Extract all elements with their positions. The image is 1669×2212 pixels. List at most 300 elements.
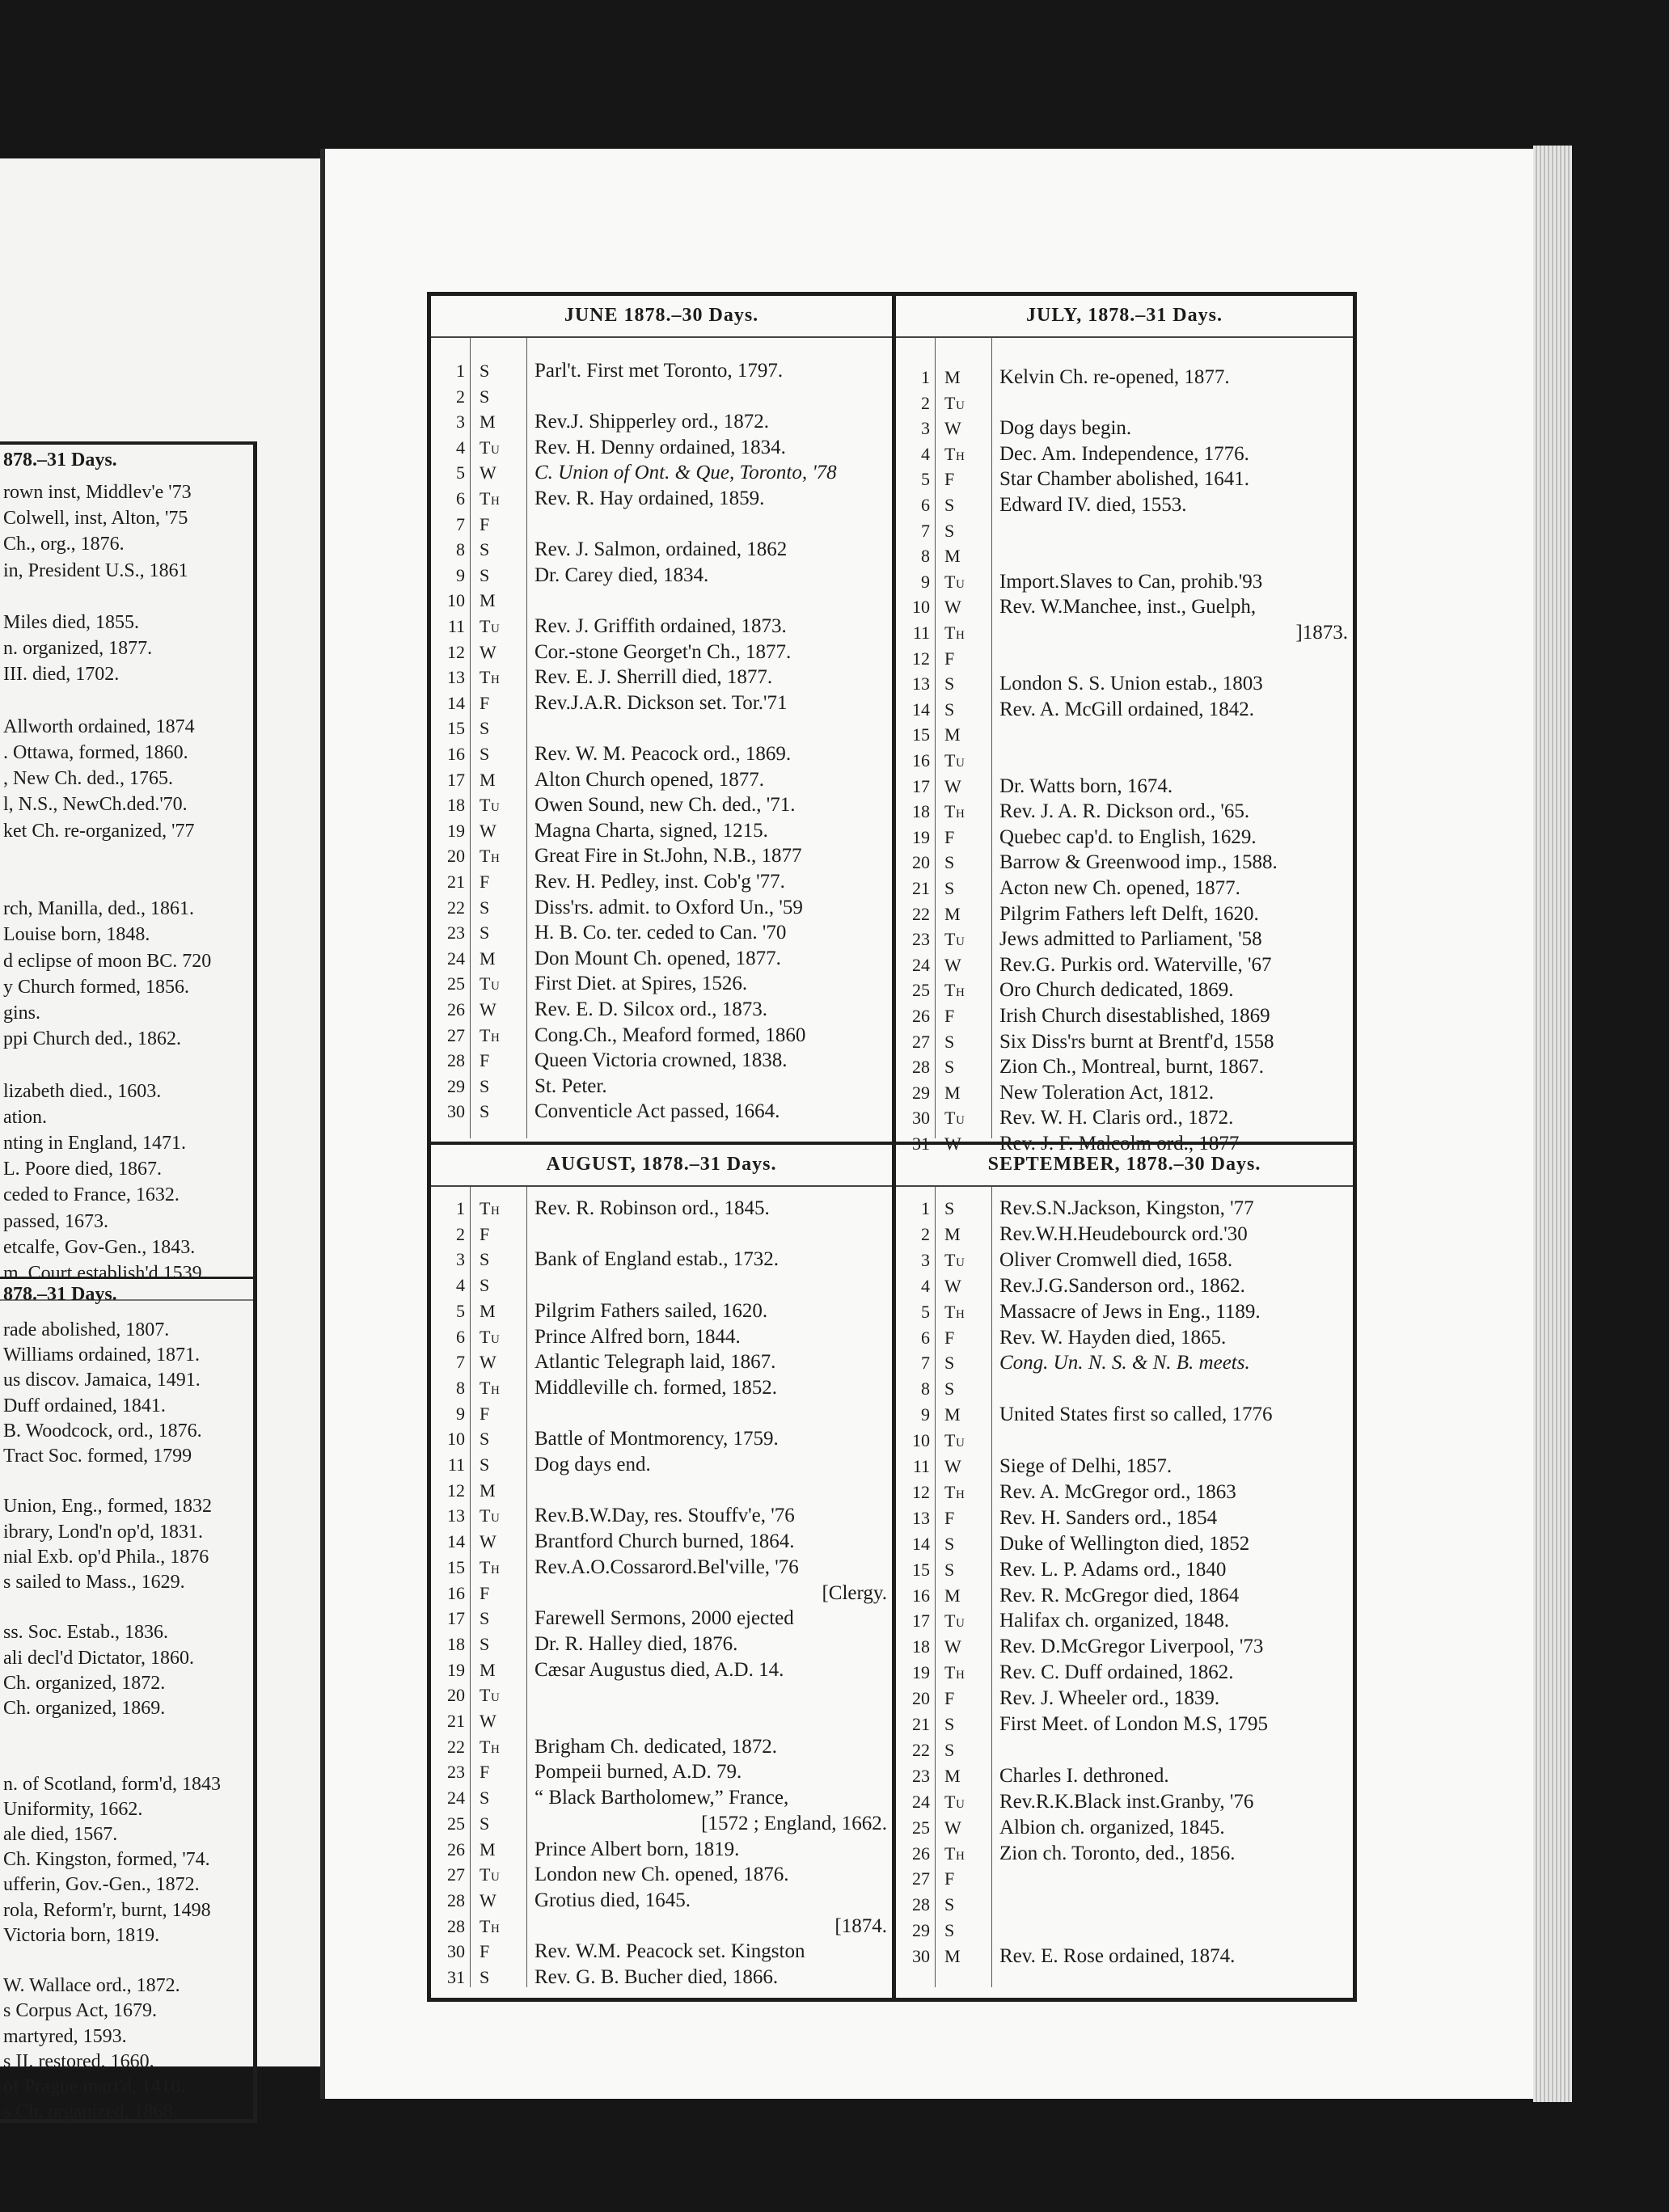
weekday: Th — [480, 1556, 501, 1577]
event-entry: Siege of Delhi, 1857. — [999, 1455, 1173, 1477]
day-number: 28 — [447, 1050, 465, 1071]
day-number: 21 — [447, 872, 465, 892]
weekday: W — [480, 1711, 497, 1731]
day-number: 31 — [912, 1133, 930, 1154]
day-number: 11 — [912, 1456, 930, 1476]
weekday: M — [480, 948, 496, 969]
weekday: M — [480, 1300, 496, 1321]
fragment-line: nting in England, 1471. — [3, 1133, 186, 1154]
event-entry: Rev. R. McGregor died, 1864 — [999, 1584, 1240, 1606]
weekday: Tu — [480, 1326, 501, 1347]
event-entry: Owen Sound, new Ch. ded., '71. — [535, 794, 796, 817]
weekday: S — [944, 1739, 955, 1760]
fragment-line: , New Ch. ded., 1765. — [3, 768, 173, 790]
weekday-rule — [526, 1187, 527, 1987]
weekday: S — [480, 897, 490, 918]
fragment-line: etcalfe, Gov-Gen., 1843. — [3, 1236, 196, 1258]
event-entry: Farewell Sermons, 2000 ejected — [535, 1607, 794, 1630]
day-number: 20 — [912, 852, 930, 873]
day-number: 18 — [912, 1636, 930, 1657]
day-number: 11 — [912, 623, 930, 643]
day-number: 25 — [447, 1813, 465, 1834]
day-number: 10 — [447, 1429, 465, 1450]
event-entry: Diss'rs. admit. to Oxford Un., '59 — [535, 896, 803, 918]
event-entry: Jews admitted to Parliament, '58 — [999, 928, 1262, 951]
weekday: M — [480, 412, 496, 433]
day-number: 6 — [921, 1327, 930, 1348]
event-entry: Rev. A. McGregor ord., 1863 — [999, 1480, 1236, 1503]
day-number: 6 — [921, 495, 930, 515]
day-number: 12 — [447, 641, 465, 662]
day-number: 23 — [912, 1765, 930, 1786]
event-entry: Import.Slaves to Can, prohib.'93 — [999, 570, 1263, 593]
fragment-line: s Ch. organized, 1868. — [3, 2101, 178, 2123]
weekday: Tu — [944, 1108, 965, 1129]
day-number: 19 — [447, 1659, 465, 1680]
day-number: 27 — [912, 1868, 930, 1889]
weekday: S — [480, 386, 490, 407]
weekday: S — [480, 1101, 490, 1122]
day-number: 30 — [447, 1101, 465, 1122]
day-number: 7 — [456, 513, 465, 534]
day-number: 9 — [921, 1404, 930, 1425]
day-number: 17 — [912, 1610, 930, 1632]
weekday: F — [944, 1006, 955, 1026]
event-entry: Rev.J.G.Sanderson ord., 1862. — [999, 1274, 1245, 1297]
event-entry: C. Union of Ont. & Que, Toronto, '78 — [535, 462, 837, 484]
event-entry: Rev. H. Denny ordained, 1834. — [535, 436, 786, 458]
fragment-line: in, President U.S., 1861 — [3, 559, 188, 581]
day-number: 15 — [912, 1559, 930, 1580]
event-entry: Grotius died, 1645. — [535, 1889, 691, 1911]
event-entry: Rev. J. Salmon, ordained, 1862 — [535, 538, 788, 561]
weekday: W — [944, 1133, 962, 1154]
event-entry: Rev. W. Hayden died, 1865. — [999, 1326, 1227, 1349]
day-number: 28 — [912, 1894, 930, 1915]
day-number: 2 — [921, 392, 930, 413]
weekday: F — [480, 1941, 490, 1962]
left-fragment-bottom — [0, 1277, 257, 2123]
fragment-line: Miles died, 1855. — [3, 612, 139, 633]
day-number: 24 — [912, 1791, 930, 1812]
event-entry: Dog days begin. — [999, 417, 1132, 440]
day-number: 21 — [912, 878, 930, 898]
left-fragment-top — [0, 441, 257, 1301]
weekday: S — [944, 1378, 955, 1399]
day-number: 15 — [447, 1556, 465, 1577]
weekday: S — [944, 1533, 955, 1554]
day-number: 18 — [447, 1633, 465, 1654]
event-entry: Rev.J. Shipperley ord., 1872. — [535, 411, 770, 433]
event-entry: Rev. E. J. Sherrill died, 1877. — [535, 666, 773, 689]
event-entry: Star Chamber abolished, 1641. — [999, 468, 1249, 491]
weekday: S — [944, 673, 955, 694]
day-number: 4 — [921, 443, 930, 464]
day-number: 16 — [447, 744, 465, 764]
event-entry: Acton new Ch. opened, 1877. — [999, 877, 1240, 899]
day-number: 22 — [447, 897, 465, 918]
fragment-line: . Ottawa, formed, 1860. — [3, 742, 188, 763]
day-number: 30 — [912, 1946, 930, 1967]
day-number: 5 — [456, 462, 465, 483]
day-number: 10 — [912, 597, 930, 618]
day-number: 20 — [447, 846, 465, 867]
fragment-line: ali decl'd Dictator, 1860. — [3, 1647, 194, 1669]
weekday: F — [480, 692, 490, 713]
event-entry: Brantford Church burned, 1864. — [535, 1530, 795, 1553]
fragment-line: rch, Manilla, ded., 1861. — [3, 898, 194, 920]
weekday: S — [480, 1454, 490, 1475]
event-entry: Rev. C. Duff ordained, 1862. — [999, 1661, 1234, 1684]
event-entry: Rev. E. Rose ordained, 1874. — [999, 1945, 1236, 1968]
day-number: 22 — [447, 1736, 465, 1757]
event-entry: Brigham Ch. dedicated, 1872. — [535, 1735, 777, 1758]
fragment-line: s Corpus Act, 1679. — [3, 2000, 158, 2022]
event-entry: Edward IV. died, 1553. — [999, 494, 1187, 516]
event-entry: Parl't. First met Toronto, 1797. — [535, 360, 784, 382]
event-entry: Rev. E. D. Silcox ord., 1873. — [535, 998, 767, 1020]
event-entry: Halifax ch. organized, 1848. — [999, 1610, 1230, 1632]
day-number: 6 — [456, 488, 465, 509]
weekday: Tu — [944, 392, 965, 413]
day-number: 28 — [447, 1915, 465, 1936]
month-header: JUNE 1878.–30 Days. — [431, 296, 892, 338]
fragment-line: ufferin, Gov.-Gen., 1872. — [3, 1874, 200, 1896]
weekday: S — [480, 1429, 490, 1450]
event-entry: Irish Church disestablished, 1869 — [999, 1005, 1270, 1027]
weekday: Th — [480, 846, 501, 867]
weekday: S — [480, 1275, 490, 1296]
day-number: 19 — [447, 820, 465, 841]
day-number: 3 — [456, 1249, 465, 1270]
weekday: Tu — [944, 1249, 965, 1270]
weekday: S — [944, 1057, 955, 1078]
event-entry: Rev. W.M. Peacock set. Kingston — [535, 1940, 805, 1963]
weekday: M — [480, 1480, 496, 1501]
left-bottom-header: 878.–31 Days. — [3, 1284, 117, 1305]
weekday: M — [944, 724, 961, 745]
day-number: 9 — [921, 571, 930, 592]
event-entry: Dr. R. Halley died, 1876. — [535, 1632, 738, 1655]
weekday: F — [944, 1327, 955, 1348]
day-number: 6 — [456, 1326, 465, 1347]
weekday: S — [480, 744, 490, 764]
day-number: 16 — [912, 750, 930, 770]
weekday: Th — [480, 1377, 501, 1398]
event-entry: Queen Victoria crowned, 1838. — [535, 1049, 788, 1072]
weekday: W — [944, 775, 962, 796]
day-number: 14 — [912, 1533, 930, 1554]
day-number: 7 — [456, 1352, 465, 1373]
day-number: 7 — [921, 520, 930, 541]
day-number: 23 — [447, 922, 465, 943]
weekday: S — [944, 1559, 955, 1580]
fragment-line: ket Ch. re-organized, '77 — [3, 820, 195, 842]
weekday: W — [944, 597, 962, 618]
day-number: 11 — [447, 616, 465, 636]
fragment-line: ceded to France, 1632. — [3, 1184, 180, 1206]
weekday: Tu — [944, 1791, 965, 1812]
event-entry: London S. S. Union estab., 1803 — [999, 673, 1263, 695]
weekday: W — [944, 954, 962, 975]
day-number: 14 — [447, 692, 465, 713]
event-entry: Great Fire in St.John, N.B., 1877 — [535, 845, 802, 867]
day-number: 26 — [912, 1006, 930, 1026]
day-number: 1 — [921, 367, 930, 387]
day-number: 15 — [447, 718, 465, 739]
event-entry: Don Mount Ch. opened, 1877. — [535, 947, 781, 969]
day-number: 3 — [921, 1249, 930, 1270]
fragment-line: martyred, 1593. — [3, 2025, 127, 2047]
weekday: S — [944, 878, 955, 898]
day-number: 19 — [912, 1662, 930, 1683]
month-block — [431, 1145, 892, 1994]
weekday: S — [944, 1920, 955, 1941]
fragment-line: III. died, 1702. — [3, 664, 120, 686]
event-entry: Rev.R.K.Black inst.Granby, '76 — [999, 1790, 1254, 1813]
day-number: 28 — [912, 1057, 930, 1078]
event-entry: Pilgrim Fathers left Delft, 1620. — [999, 902, 1259, 925]
day-number: 25 — [912, 980, 930, 1001]
event-entry: Rev. L. P. Adams ord., 1840 — [999, 1558, 1227, 1581]
weekday: Th — [480, 667, 501, 688]
weekday: S — [480, 1788, 490, 1809]
weekday: S — [944, 495, 955, 515]
fragment-line: ale died, 1567. — [3, 1824, 118, 1845]
weekday-rule — [991, 338, 992, 1138]
day-number-rule — [935, 1187, 936, 1987]
event-entry: Rev. R. Hay ordained, 1859. — [535, 488, 765, 509]
weekday: M — [944, 1585, 961, 1606]
weekday: S — [480, 718, 490, 739]
fragment-line: rola, Reform'r, burnt, 1498 — [3, 1899, 211, 1921]
weekday: S — [944, 699, 955, 720]
event-entry: Rev.S.N.Jackson, Kingston, '77 — [999, 1197, 1254, 1219]
weekday: F — [944, 648, 955, 669]
event-entry: Dec. Am. Independence, 1776. — [999, 442, 1249, 465]
month-block — [431, 296, 892, 1145]
fragment-line: B. Woodcock, ord., 1876. — [3, 1420, 202, 1442]
weekday: S — [480, 1813, 490, 1834]
day-number: 29 — [912, 1920, 930, 1941]
weekday: W — [480, 641, 497, 662]
event-entry: New Toleration Act, 1812. — [999, 1081, 1215, 1104]
weekday: W — [480, 1889, 497, 1910]
day-number: 12 — [447, 1480, 465, 1501]
weekday: W — [944, 1275, 962, 1296]
weekday: M — [944, 546, 961, 567]
day-number: 29 — [912, 1082, 930, 1103]
event-entry: Kelvin Ch. re-opened, 1877. — [999, 366, 1230, 388]
day-number: 4 — [456, 1275, 465, 1296]
event-entry: Battle of Montmorency, 1759. — [535, 1428, 779, 1450]
weekday: Tu — [480, 1505, 501, 1526]
event-entry: Rev. H. Sanders ord., 1854 — [999, 1506, 1218, 1529]
left-top-header: 878.–31 Days. — [3, 450, 117, 471]
day-number: 20 — [912, 1688, 930, 1709]
event-entry: Oro Church dedicated, 1869. — [999, 979, 1234, 1002]
fragment-line: Victoria born, 1819. — [3, 1924, 160, 1946]
weekday: S — [944, 1714, 955, 1734]
day-number: 31 — [447, 1967, 465, 1987]
fragment-line: n. of Scotland, form'd, 1843 — [3, 1773, 221, 1795]
event-entry: Rev. W.Manchee, inst., Guelph, — [999, 596, 1257, 618]
weekday: Tu — [480, 616, 501, 636]
event-entry: Six Diss'rs burnt at Brentf'd, 1558 — [999, 1030, 1274, 1053]
day-number: 4 — [456, 437, 465, 458]
weekday: S — [944, 1198, 955, 1218]
event-entry: [1572 ; England, 1662. — [701, 1812, 887, 1834]
day-number: 27 — [447, 1024, 465, 1045]
day-number: 4 — [921, 1275, 930, 1296]
weekday: S — [480, 1075, 490, 1096]
day-number: 24 — [447, 948, 465, 969]
event-entry: Rev. G. B. Bucher died, 1866. — [535, 1966, 779, 1988]
day-number: 30 — [447, 1941, 465, 1962]
day-number: 24 — [447, 1788, 465, 1809]
day-number: 13 — [912, 673, 930, 694]
weekday: Tu — [480, 795, 501, 816]
weekday: W — [480, 820, 497, 841]
event-entry: Pilgrim Fathers sailed, 1620. — [535, 1299, 768, 1322]
day-number: 2 — [456, 386, 465, 407]
day-number: 13 — [447, 1505, 465, 1526]
fragment-line: y Church formed, 1856. — [3, 976, 189, 998]
event-entry: Cong.Ch., Meaford formed, 1860 — [535, 1024, 806, 1046]
event-entry: Rev.B.W.Day, res. Stouffv'e, '76 — [535, 1505, 795, 1527]
fragment-line: s sailed to Mass., 1629. — [3, 1572, 185, 1593]
weekday: Tu — [480, 437, 501, 458]
day-number: 25 — [912, 1817, 930, 1838]
fragment-line: Ch. organized, 1872. — [3, 1672, 166, 1694]
month-header: JULY, 1878.–31 Days. — [896, 296, 1353, 338]
day-number: 3 — [921, 418, 930, 439]
day-number: 27 — [912, 1031, 930, 1052]
event-entry: Rev. A. McGill ordained, 1842. — [999, 698, 1255, 720]
weekday: Tu — [944, 1610, 965, 1632]
day-number: 5 — [921, 469, 930, 490]
event-entry: [Clergy. — [822, 1581, 887, 1604]
day-number: 15 — [912, 724, 930, 745]
weekday: S — [480, 922, 490, 943]
day-number: 8 — [921, 546, 930, 567]
event-entry: Rev. J. Wheeler ord., 1839. — [999, 1687, 1220, 1710]
weekday: F — [480, 872, 490, 892]
event-entry: Alton Church opened, 1877. — [535, 768, 764, 791]
day-number: 18 — [447, 795, 465, 816]
day-number: 19 — [912, 826, 930, 847]
event-entry: “ Black Bartholomew,” France, — [535, 1787, 789, 1809]
weekday: M — [944, 1082, 961, 1103]
day-number: 3 — [456, 412, 465, 433]
weekday: F — [480, 1582, 490, 1603]
weekday: W — [944, 1817, 962, 1838]
day-number: 25 — [447, 973, 465, 994]
weekday: M — [944, 1946, 961, 1967]
event-entry: Pompeii burned, A.D. 79. — [535, 1761, 742, 1784]
fragment-line: rown inst, Middlev'e '73 — [3, 482, 192, 503]
event-entry: Dr. Carey died, 1834. — [535, 564, 709, 586]
weekday: Th — [944, 980, 965, 1001]
event-entry: Prince Alfred born, 1844. — [535, 1325, 741, 1348]
event-entry: Rev. J. A. R. Dickson ord., '65. — [999, 800, 1250, 823]
event-entry: Quebec cap'd. to English, 1629. — [999, 825, 1257, 848]
day-number: 22 — [912, 903, 930, 924]
event-entry: Rev. J. F. Malcolm ord., 1877 — [999, 1133, 1240, 1155]
fragment-line: lizabeth died., 1603. — [3, 1080, 162, 1102]
day-number: 18 — [912, 801, 930, 822]
fragment-line: Union, Eng., formed, 1832 — [3, 1496, 212, 1518]
fragment-line: Tract Soc. formed, 1799 — [3, 1446, 192, 1467]
day-number-rule — [470, 1187, 471, 1987]
weekday: F — [480, 513, 490, 534]
day-number: 1 — [921, 1198, 930, 1218]
fragment-line: Williams ordained, 1871. — [3, 1345, 200, 1366]
fragment-line: us discov. Jamaica, 1491. — [3, 1370, 201, 1391]
day-number: 1 — [456, 1198, 465, 1218]
weekday: F — [944, 469, 955, 490]
day-number: 10 — [447, 590, 465, 611]
weekday: F — [480, 1762, 490, 1783]
fragment-line: W. Wallace ord., 1872. — [3, 1975, 180, 1997]
event-entry: First Diet. at Spires, 1526. — [535, 973, 748, 995]
weekday: F — [480, 1223, 490, 1244]
weekday: Th — [944, 443, 965, 464]
weekday: M — [944, 1404, 961, 1425]
day-number: 21 — [912, 1714, 930, 1734]
event-entry: Duke of Wellington died, 1852 — [999, 1532, 1250, 1555]
weekday: Th — [944, 801, 965, 822]
event-entry: United States first so called, 1776 — [999, 1404, 1273, 1426]
day-number: 21 — [447, 1711, 465, 1731]
fragment-line: ppi Church ded., 1862. — [3, 1028, 181, 1050]
left-page-fragment — [0, 158, 320, 2123]
day-number: 16 — [912, 1585, 930, 1606]
day-number: 5 — [456, 1300, 465, 1321]
weekday: Tu — [944, 750, 965, 770]
day-number: 23 — [447, 1762, 465, 1783]
weekday: F — [944, 1507, 955, 1528]
day-number: 8 — [921, 1378, 930, 1399]
day-number-rule — [470, 338, 471, 1138]
weekday-rule — [526, 338, 527, 1138]
event-entry: Barrow & Greenwood imp., 1588. — [999, 851, 1278, 874]
event-entry: Rev. R. Robinson ord., 1845. — [535, 1197, 770, 1219]
fragment-line: nial Exb. op'd Phila., 1876 — [3, 1546, 209, 1568]
weekday: F — [944, 826, 955, 847]
day-number: 26 — [912, 1843, 930, 1864]
weekday: F — [480, 1403, 490, 1424]
event-entry: First Meet. of London M.S, 1795 — [999, 1713, 1268, 1735]
event-entry: Rev.G. Purkis ord. Waterville, '67 — [999, 953, 1272, 976]
weekday: W — [480, 1352, 497, 1373]
event-entry: Rev.J.A.R. Dickson set. Tor.'71 — [535, 691, 788, 714]
day-number: 17 — [912, 775, 930, 796]
event-entry: Zion Ch., Montreal, burnt, 1867. — [999, 1056, 1265, 1079]
weekday: W — [480, 462, 497, 483]
day-number: 10 — [912, 1430, 930, 1451]
fragment-line: l, N.S., NewCh.ded.'70. — [3, 794, 188, 816]
day-number: 13 — [447, 667, 465, 688]
day-number: 2 — [456, 1223, 465, 1244]
weekday: S — [944, 1353, 955, 1374]
fragment-line: Uniformity, 1662. — [3, 1798, 143, 1820]
event-entry: Conventicle Act passed, 1664. — [535, 1100, 780, 1123]
event-entry: Cor.-stone Georget'n Ch., 1877. — [535, 640, 792, 663]
weekday: M — [944, 1223, 961, 1244]
weekday: S — [480, 1967, 490, 1987]
day-number: 12 — [912, 648, 930, 669]
